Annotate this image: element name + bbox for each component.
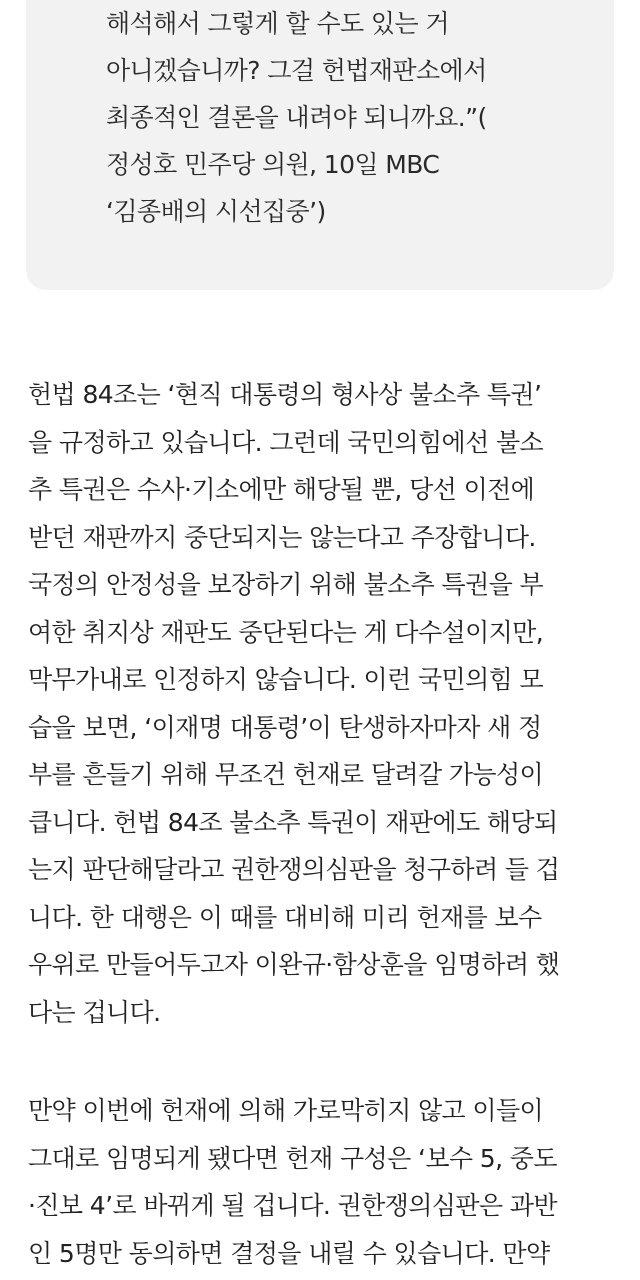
quote-line: ‘김종배의 시선집중’)	[106, 197, 326, 226]
paragraph-line: 을 규정하고 있습니다. 그런데 국민의힘에선 불소	[28, 427, 544, 457]
paragraph-line: 다는 겁니다.	[28, 997, 161, 1027]
paragraph-line: 여한 취지상 재판도 중단된다는 게 다수설이지만,	[28, 617, 544, 647]
quote-line: 정성호 민주당 의원, 10일 MBC	[106, 150, 440, 179]
paragraph-line: 헌법 84조는 ‘현직 대통령의 형사상 불소추 특권’	[28, 380, 542, 409]
quote-line: 아니겠습니까? 그걸 헌법재판소에서	[106, 56, 487, 85]
paragraph-line: 그대로 임명되게 됐다면 헌재 구성은 ‘보수 5, 중도	[28, 1143, 557, 1173]
quote-text	[106, 0, 487, 235]
paragraph-line: 는지 판단해달라고 권한쟁의심판을 청구하려 들 겁	[28, 855, 560, 884]
quote-box	[26, 0, 614, 290]
paragraph-line: 받던 재판까지 중단되지는 않는다고 주장합니다.	[28, 522, 536, 552]
paragraph-line: 인 5명만 동의하면 결정을 내릴 수 있습니다. 만약	[28, 1238, 550, 1268]
quote-line: 해석해서 그렇게 할 수도 있는 거	[106, 9, 449, 38]
paragraph-line: 니다. 한 대행은 이 때를 대비해 미리 헌재를 보수	[28, 902, 542, 932]
paragraph-line: 큽니다. 헌법 84조 불소추 특권이 재판에도 해당되	[28, 807, 558, 837]
quote-line: 최종적인 결론을 내려야 되니까요.”(	[106, 103, 487, 132]
paragraph-line: 추 특권은 수사·기소에만 해당될 뿐, 당선 이전에	[28, 475, 535, 504]
paragraph-line: ·진보 4’로 바뀌게 될 겁니다. 권한쟁의심판은 과반	[28, 1191, 557, 1220]
paragraph-line: 부를 흔들기 위해 무조건 헌재로 달려갈 가능성이	[28, 760, 544, 789]
paragraph-line: 만약 이번에 헌재에 의해 가로막히지 않고 이들이	[28, 1096, 544, 1125]
paragraph-line: 우위로 만들어두고자 이완규·함상훈을 임명하려 했	[28, 950, 560, 979]
paragraph-line: 국정의 안정성을 보장하기 위해 불소추 특권을 부	[28, 570, 544, 599]
paragraph-line: 막무가내로 인정하지 않습니다. 이런 국민의힘 모	[28, 665, 544, 694]
body-paragraph-1	[28, 371, 559, 1036]
body-paragraph-2	[28, 1087, 557, 1277]
paragraph-line: 습을 보면, ‘이재명 대통령’이 탄생하자마자 새 정	[28, 712, 542, 742]
